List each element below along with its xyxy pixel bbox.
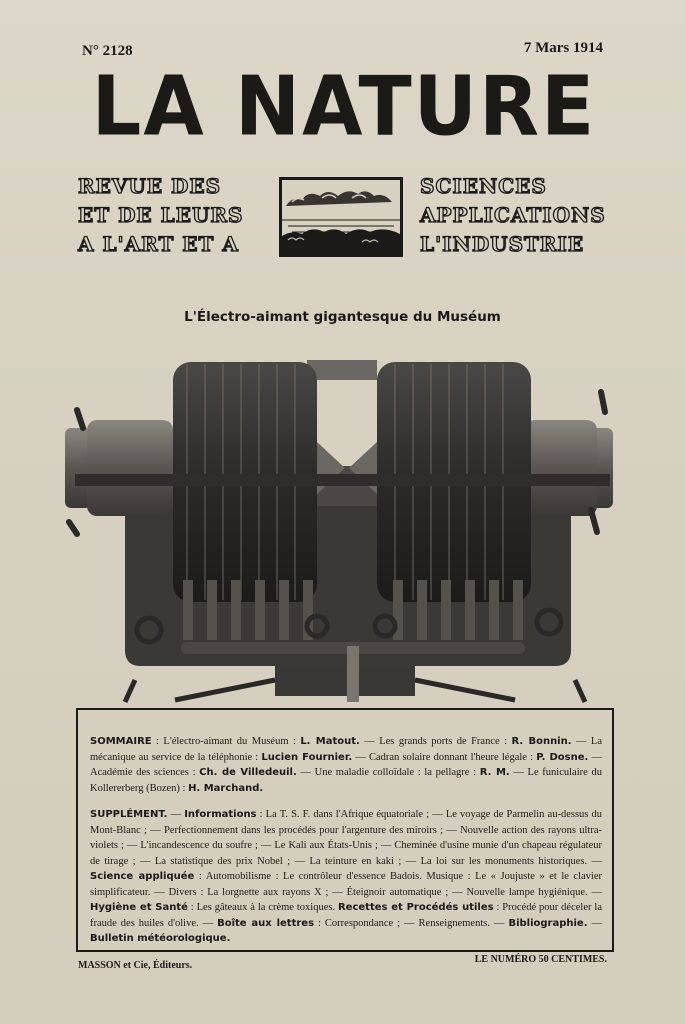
summary-bold-run: Bibliographie. [508,917,588,929]
subtitle-right-line: SCIENCES [420,174,547,198]
subtitle-right-line: L'INDUSTRIE [420,232,585,256]
publisher-line: MASSON et Cie, Éditeurs. [78,960,193,971]
summary-bold-run: Hygiène et Santé [90,902,188,913]
summary-text-run: : Procédé pour déceler la fraude des huiles d'olive. — [90,902,602,929]
summary-bold-run: Boîte aux lettres [217,917,315,929]
summary-box [76,708,614,952]
summary-bold-run: Science appliquée [90,871,195,882]
summary-text-run: — Les grands ports de France : [359,736,512,747]
issue-number: N° 2128 [82,43,133,59]
summary-text-run: — La mécanique au service de la téléphonie : [90,736,602,763]
electromagnet-illustration-icon [55,350,630,710]
issue-date: 7 Mars 1914 [523,40,603,56]
summary-text-run: — Une maladie colloïdale : la pellagre : [296,767,480,778]
subtitle-left-line: ET DE LEURS [78,203,244,227]
summary-bold-run: Ch. de Villedeuil. [199,767,297,778]
summary-text-run: — [587,917,603,929]
summary-bold-run: Informations [184,809,257,820]
summary-bold-run: R. M. [479,767,510,778]
summary-bold-run: Bulletin météorologique. [90,933,231,944]
summary-bold-run: Lucien Fournier. [261,751,353,763]
summary-text-run: — Cadran solaire donnant l'heure légale : [352,751,537,763]
summary-text-run: — Le funiculaire du Kollererberg (Bozen) : [90,767,602,794]
subtitle-left [78,172,243,259]
summary-bold-run: L. Matout. [300,736,360,747]
summary-bold-run: H. Marchand. [188,782,264,794]
summary-bold-run: SOMMAIRE [90,736,152,747]
summary-text-run: : Les gâteaux à la crème toxiques. [187,902,338,913]
landscape-vignette-icon [279,177,403,257]
summary-text-run: : Automobilisme : Le contrôleur d'essence Badois. Musique : Le « Joujuste » et le clavier simplificateur. — Divers : La lorgnette aux rayons X ; — Éteignoir automatique ; — Nouvelle lampe hygiénique. — [90,871,602,898]
summary-text-run: — [167,809,185,820]
masthead-title: LA NATURE [91,59,597,155]
subtitle-right-line: APPLICATIONS [420,203,606,227]
summary-text-run: : La T. S. F. dans l'Afrique équatoriale ; — Le voyage de Parmelin au-dessus du Mont-Blanc ; — Perfectionnement dans les procédés pour l'argenture des miroirs ; — Nouvelle action des rayons ultra-violets ; — L'incandescence du soufre ; — Le Kali aux États-Unis ; — Cheminée d'usine munie d'un chapeau régulateur de tirage ; — La statistique des prix Nobel ; — La teinture en kaki ; — La loi sur les monuments historiques. — [90,809,602,867]
article-headline: L'Électro-aimant gigantesque du Muséum [184,309,501,325]
summary-text-run: : L'électro-aimant du Muséum : [151,736,301,747]
summary-bold-run: P. Dosne. [536,751,589,763]
price-line: LE NUMÉRO 50 CENTIMES. [474,954,607,965]
summary-bold-run: Recettes et Procédés utiles [337,902,494,913]
subtitle-left-line: A L'ART ET A [78,232,239,256]
summary-bold-run: SUPPLÉMENT. [90,809,168,820]
summary-text-run: — Académie des sciences : [90,751,602,778]
subtitle-right [420,172,606,259]
sommaire-paragraph [90,734,602,796]
subtitle-left-line: REVUE DES [78,174,222,198]
supplement-paragraph [90,807,602,947]
summary-bold-run: R. Bonnin. [511,736,572,747]
summary-text-run: : Correspondance ; — Renseignements. — [314,917,509,929]
